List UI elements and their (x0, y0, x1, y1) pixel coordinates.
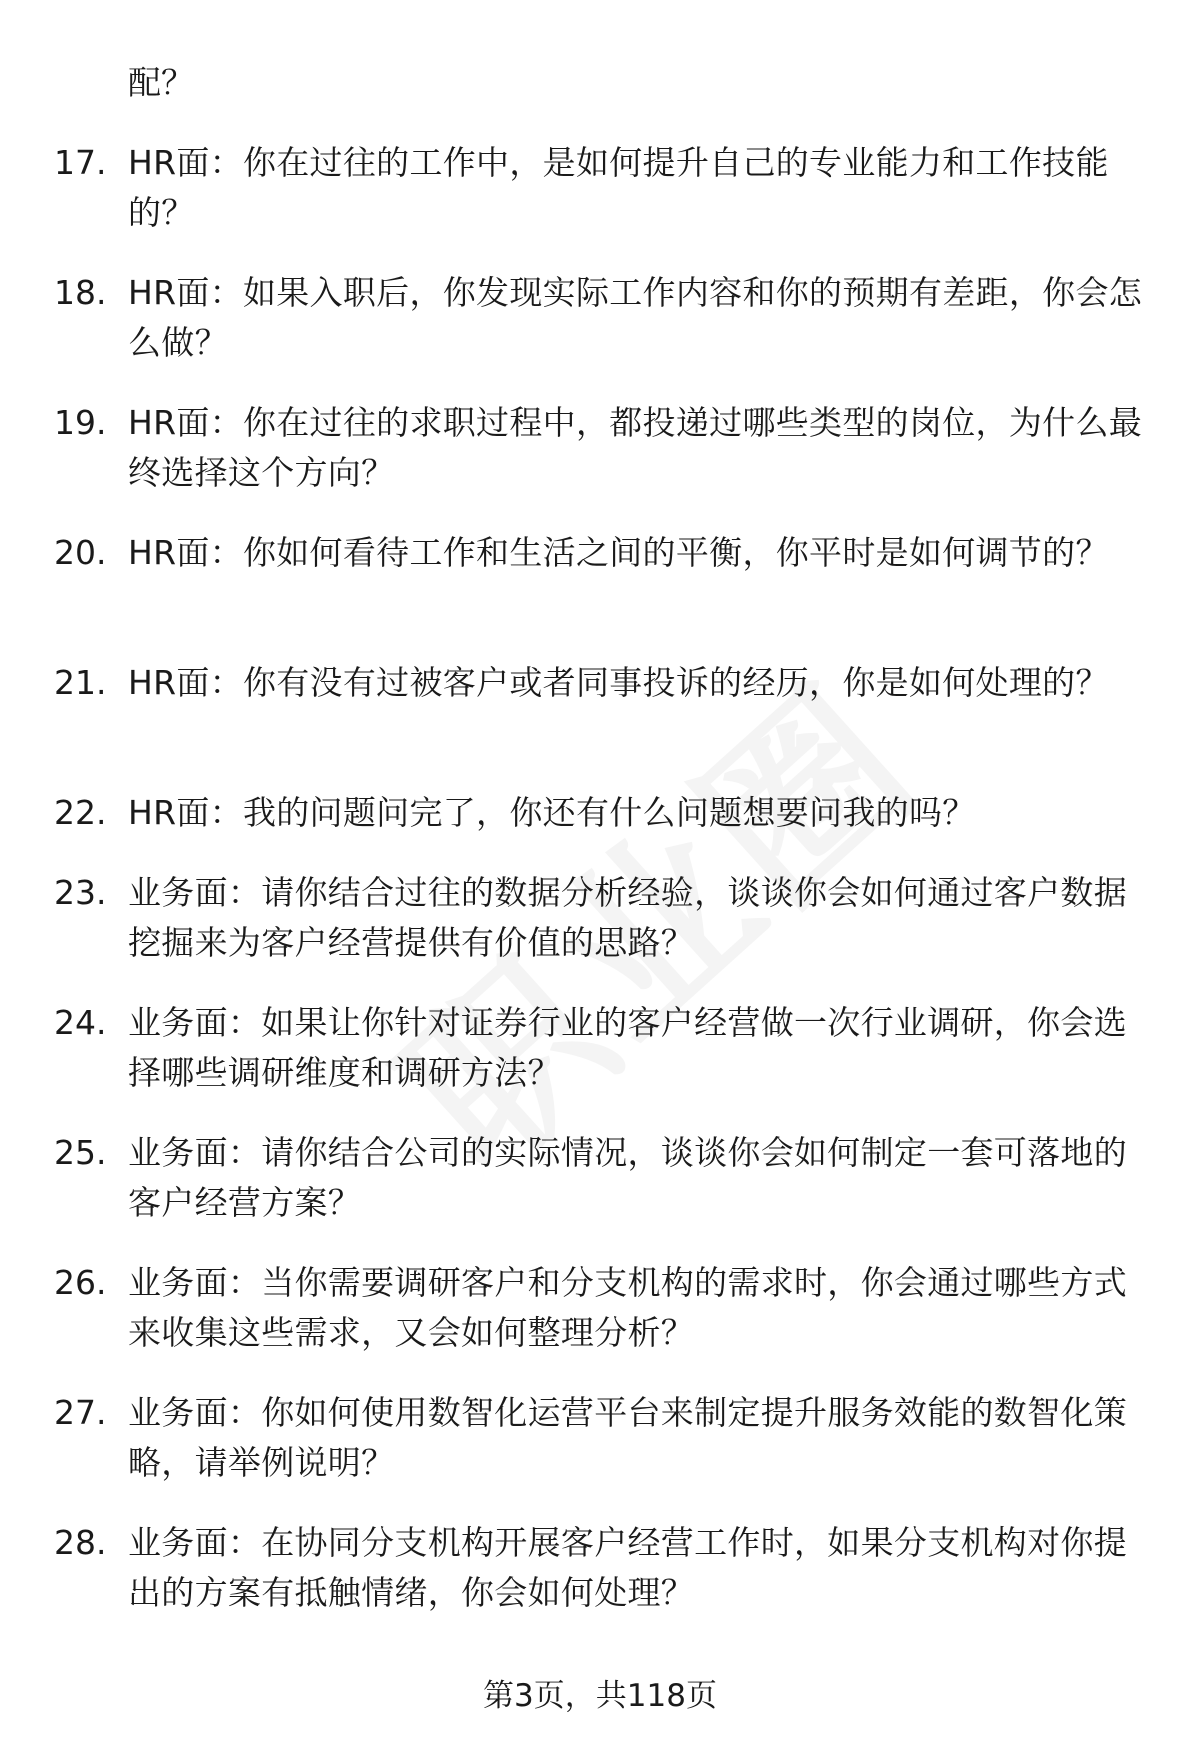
question-number: 25. (54, 1133, 107, 1172)
question-number: 17. (54, 143, 107, 182)
list-item (0, 868, 1200, 998)
list-item (0, 998, 1200, 1128)
question-number: 22. (54, 793, 107, 832)
list-item (0, 528, 1200, 658)
question-number: 19. (54, 403, 107, 442)
question-text: 业务面：你如何使用数智化运营平台来制定提升服务效能的数智化策略，请举例说明？ (128, 1393, 1127, 1482)
list-item (0, 1128, 1200, 1258)
question-text: 业务面：当你需要调研客户和分支机构的需求时，你会通过哪些方式来收集这些需求，又会如何整理分析？ (128, 1263, 1127, 1352)
question-number: 18. (54, 273, 107, 312)
list-item (0, 788, 1200, 868)
list-item (0, 1388, 1200, 1518)
question-text: 业务面：在协同分支机构开展客户经营工作时，如果分支机构对你提出的方案有抵触情绪，你会如何处理？ (128, 1523, 1127, 1612)
list-item (0, 1518, 1200, 1648)
question-number: 24. (54, 1003, 107, 1042)
question-text: HR面：我的问题问完了，你还有什么问题想要问我的吗？ (128, 793, 976, 832)
question-text: HR面：如果入职后，你发现实际工作内容和你的预期有差距，你会怎么做？ (128, 273, 1143, 362)
question-number: 21. (54, 663, 107, 702)
question-number: 27. (54, 1393, 107, 1432)
continuation-text: 配？ (128, 63, 194, 102)
question-number: 26. (54, 1263, 107, 1302)
question-text: 业务面：如果让你针对证券行业的客户经营做一次行业调研，你会选择哪些调研维度和调研方法？ (128, 1003, 1127, 1092)
question-list (0, 138, 1200, 1648)
question-number: 28. (54, 1523, 107, 1562)
question-text: HR面：你在过往的工作中，是如何提升自己的专业能力和工作技能的？ (128, 143, 1109, 232)
question-text: HR面：你有没有过被客户或者同事投诉的经历，你是如何处理的？ (128, 663, 1109, 702)
list-item (0, 1258, 1200, 1388)
question-text: HR面：你如何看待工作和生活之间的平衡，你平时是如何调节的？ (128, 533, 1109, 572)
question-number: 20. (54, 533, 107, 572)
list-item (0, 268, 1200, 398)
list-item (0, 658, 1200, 788)
list-item (0, 138, 1200, 268)
question-number: 23. (54, 873, 107, 912)
list-item (0, 398, 1200, 528)
page-footer: 第3页，共118页 (483, 1678, 717, 1714)
question-text: HR面：你在过往的求职过程中，都投递过哪些类型的岗位，为什么最终选择这个方向？ (128, 403, 1143, 492)
question-text: 业务面：请你结合过往的数据分析经验，谈谈你会如何通过客户数据挖掘来为客户经营提供有价值的思路？ (128, 873, 1127, 962)
question-text: 业务面：请你结合公司的实际情况，谈谈你会如何制定一套可落地的客户经营方案？ (128, 1133, 1127, 1222)
